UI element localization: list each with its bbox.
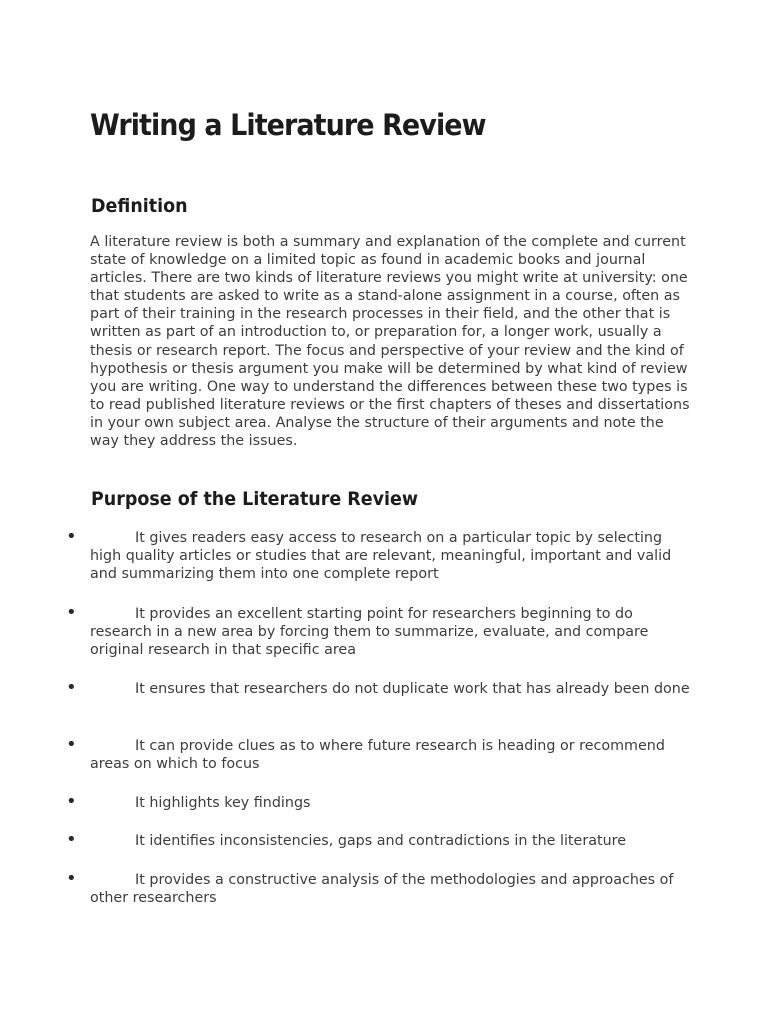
list-item-text: It gives readers easy access to research on a particular topic by selecting high quality articles or studies that are relevant, meaningful, important and valid and summarizing them into one complete report — [90, 530, 672, 583]
definition-paragraph: A literature review is both a summary and explanation of the complete and current state of knowledge on a limited topic as found in academic books and journal articles. There are two kinds of literature reviews you might write at university: one that students are asked to write as a stand-alone assignment in a course, often as part of their training in the research processes in their field, and the other that is written as part of an introduction to, or preparation for, a longer work, usually a thesis or research report. The focus and perspective of your review and the kind of hypothesis or thesis argument you make will be determined by what kind of review you are writing. One way to understand the differences between these two types is to read published literature reviews or the first chapters of theses and dissertations in your own subject area. Analyse the structure of their arguments and note the way they address the issues. — [90, 234, 690, 450]
list-item-text: It can provide clues as to where future research is heading or recommend areas on which to focus — [90, 738, 665, 773]
bullet-icon: • — [66, 791, 77, 812]
list-item-text: It highlights key findings — [135, 795, 311, 811]
bullet-icon: • — [66, 868, 77, 889]
purpose-heading: Purpose of the Literature Review — [91, 488, 419, 510]
list-item-text: It ensures that researchers do not duplicate work that has already been done — [135, 681, 690, 697]
list-item-text: It identifies inconsistencies, gaps and contradictions in the literature — [135, 833, 626, 849]
bullet-icon: • — [66, 677, 77, 698]
definition-heading: Definition — [91, 195, 188, 217]
bullet-icon: • — [66, 602, 77, 623]
list-item-text: It provides an excellent starting point for researchers beginning to do research in a new area by forcing them to summarize, evaluate, and compare original research in that specific area — [90, 606, 649, 659]
page-title: Writing a Literature Review — [90, 108, 486, 142]
bullet-icon: • — [66, 526, 77, 547]
bullet-icon: • — [66, 734, 77, 755]
list-item-text: It provides a constructive analysis of the methodologies and approaches of other researchers — [90, 872, 674, 907]
bullet-icon: • — [66, 829, 77, 850]
